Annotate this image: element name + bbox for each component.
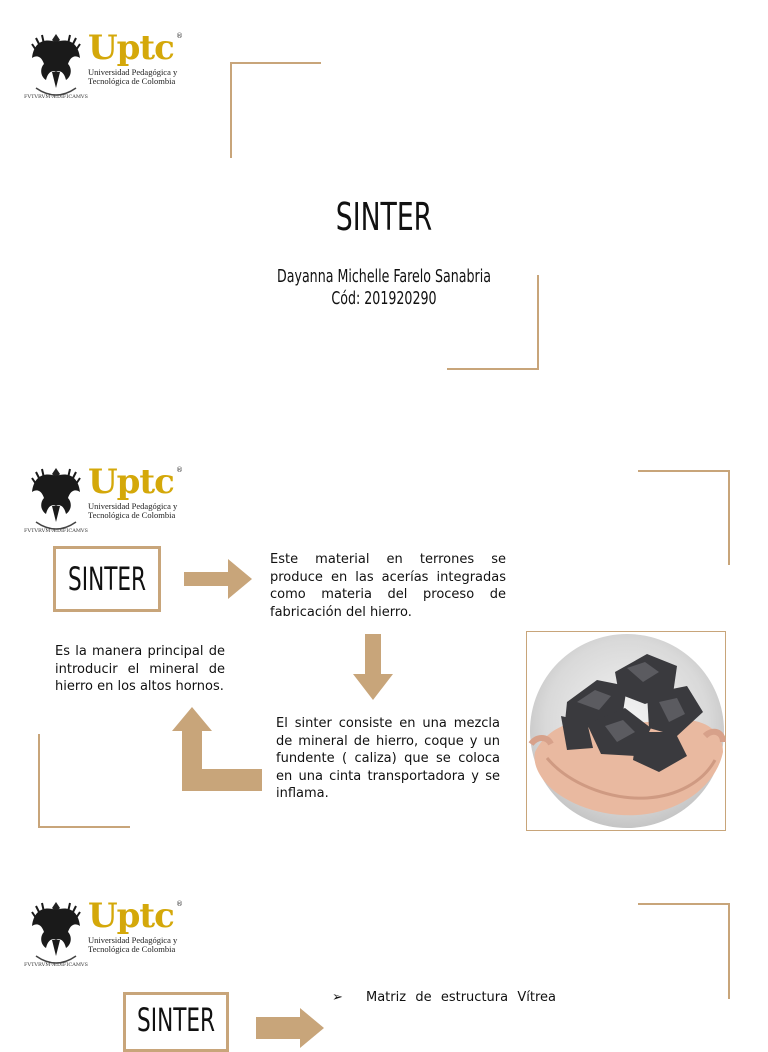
corner-line-vertical (537, 275, 539, 370)
corner-line-horizontal (38, 826, 130, 828)
bullet-text: Matriz de estructura Vítrea (366, 990, 556, 1005)
corner-line-vertical (230, 62, 232, 158)
svg-text:FVTVRVM·ÆDIFICAMVS: FVTVRVM·ÆDIFICAMVS (24, 528, 88, 534)
registered-mark: ® (176, 32, 183, 40)
svg-text:FVTVRVM·ÆDIFICAMVS: FVTVRVM·ÆDIFICAMVS (24, 94, 88, 100)
university-line-1: Universidad Pedagógica y (88, 501, 178, 511)
text-top: Este material en terrones se produce en las acerías integradas como materia del proceso de fabricación del hierro. (270, 552, 506, 620)
arrow-down-icon (353, 634, 393, 700)
corner-line-horizontal (638, 903, 730, 905)
svg-text:FVTVRVM·ÆDIFICAMVS: FVTVRVM·ÆDIFICAMVS (24, 962, 88, 968)
slide-title: SINTER (335, 195, 433, 239)
uptc-wordmark: Uptc (88, 896, 174, 936)
corner-line-vertical (728, 470, 730, 565)
arrow-up-turn-icon (172, 707, 262, 791)
university-line-2: Tecnológica de Colombia (88, 944, 176, 954)
eagle-crest-icon (24, 28, 88, 100)
corner-line-vertical (728, 903, 730, 999)
university-name (88, 936, 198, 954)
arrow-right-icon (184, 559, 252, 599)
bullet-marker-icon: ➢ (332, 990, 343, 1005)
bullet-list (332, 989, 558, 1006)
uptc-wordmark: Uptc (88, 462, 174, 502)
corner-line-horizontal (447, 368, 539, 370)
uptc-logo (24, 28, 190, 100)
university-line-1: Universidad Pedagógica y (88, 935, 178, 945)
bullet-item (332, 989, 558, 1006)
university-name (88, 68, 198, 86)
arrow-right-icon (256, 1008, 324, 1048)
text-left: Es la manera principal de introducir el mineral de hierro en los altos hornos. (55, 644, 225, 694)
text-middle: El sinter consiste en una mezcla de mineral de hierro, coque y un fundente ( caliza) que se coloca en una cinta transportadora y se inflama. (276, 716, 500, 801)
sinter-label-box (53, 546, 161, 612)
sinter-image-frame (526, 631, 726, 831)
eagle-crest-icon (24, 896, 88, 968)
university-line-2: Tecnológica de Colombia (88, 76, 176, 86)
uptc-logo (24, 462, 190, 534)
registered-mark: ® (176, 466, 183, 474)
slide-2 (0, 430, 768, 850)
slide-3 (0, 870, 768, 1039)
hands-holding-sinter-image (527, 632, 725, 830)
author-name: Dayanna Michelle Farelo Sanabria (277, 266, 491, 287)
registered-mark: ® (176, 900, 183, 908)
corner-line-vertical (38, 734, 40, 828)
university-line-2: Tecnológica de Colombia (88, 510, 176, 520)
corner-line-horizontal (230, 62, 321, 64)
eagle-crest-icon (24, 462, 88, 534)
university-name (88, 502, 198, 520)
corner-line-horizontal (638, 470, 730, 472)
sinter-label: SINTER (67, 560, 147, 598)
sinter-label: SINTER (136, 1001, 216, 1039)
university-line-1: Universidad Pedagógica y (88, 67, 178, 77)
uptc-wordmark: Uptc (88, 28, 174, 68)
slide-1 (0, 0, 768, 400)
uptc-logo (24, 896, 190, 968)
sinter-label-box (123, 992, 229, 1052)
student-code: Cód: 201920290 (331, 288, 437, 309)
